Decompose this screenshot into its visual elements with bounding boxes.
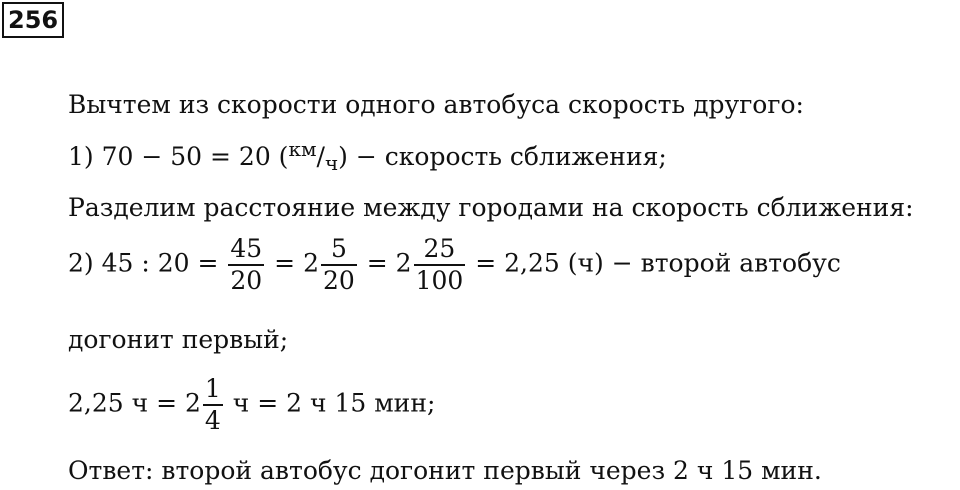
- step-division-intro-text: Разделим расстояние между городами на скорость сближения:: [68, 193, 914, 222]
- equals-two: = 2: [274, 248, 319, 278]
- fraction-25-100: [414, 234, 466, 296]
- fraction-denominator: 100: [415, 266, 464, 295]
- fraction-1-4: [203, 374, 223, 436]
- fraction-numerator: 1: [204, 374, 221, 403]
- step-2-line: [68, 234, 841, 296]
- conversion-start: 2,25 ч = 2: [68, 388, 201, 418]
- fraction-denominator: 4: [204, 406, 221, 435]
- step-intro-text: Вычтем из скорости одного автобуса скорость другого:: [68, 90, 804, 119]
- fraction-denominator: 20: [322, 266, 355, 295]
- conversion-end: ч = 2 ч 15 мин;: [232, 388, 436, 418]
- step-2-start: 2) 45 : 20 =: [68, 248, 219, 278]
- fraction-denominator: 20: [230, 266, 263, 295]
- step-2-result: = 2,25 (ч) − второй автобус: [475, 248, 841, 278]
- fraction-numerator: 5: [330, 234, 347, 263]
- conversion-line: [68, 374, 435, 436]
- fraction-5-20: [321, 234, 357, 296]
- answer-line: Ответ: второй автобус догонит первый через 2 ч 15 мин.: [68, 456, 822, 485]
- step-1-description: ) − скорость сближения;: [338, 142, 667, 171]
- unit-slash: /: [316, 142, 325, 171]
- unit-h: ч: [324, 151, 339, 175]
- step-1-expression: 1) 70 − 50 = 20 (: [68, 142, 289, 171]
- fraction-numerator: 45: [230, 234, 263, 263]
- step-1-line: [68, 137, 667, 175]
- unit-km: км: [288, 137, 317, 161]
- fraction-numerator: 25: [423, 234, 456, 263]
- fraction-45-20: [228, 234, 264, 296]
- step-2-continuation: догонит первый;: [68, 325, 289, 354]
- equals-two: = 2: [366, 248, 412, 278]
- problem-number: 256: [2, 2, 64, 38]
